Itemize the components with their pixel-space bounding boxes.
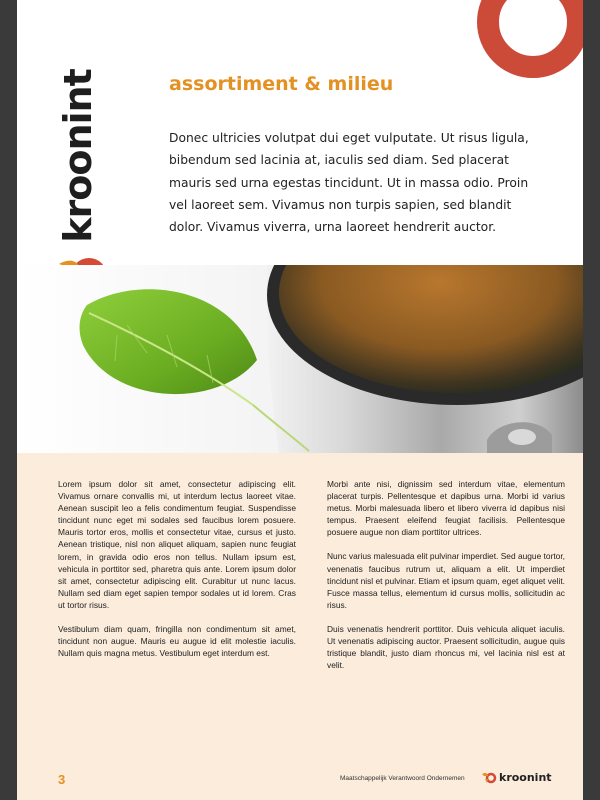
body-column-right	[327, 478, 565, 683]
body-paragraph: Duis venenatis hendrerit porttitor. Duis vehicula aliquet iaculis. Ut venenatis adipiscing auctor. Praesent sollicitudin, augue quis tristique blandit, justo diam rhoncus mi, vel lacinia nisl est at velit.	[327, 623, 565, 671]
page-number: 3	[58, 772, 66, 787]
footer-logo-text: kroonint	[499, 771, 552, 784]
page-title: assortiment & milieu	[169, 73, 394, 95]
decorative-ring	[477, 0, 583, 78]
hero-photo	[17, 265, 583, 453]
cooking-pot-icon	[267, 265, 584, 453]
intro-paragraph: Donec ultricies volutpat dui eget vulputate. Ut risus ligula, bibendum sed lacinia at, iaculis sed diam. Sed placerat mauris sed urna egestas tincidunt. Ut in massa odio. Proin vel laoreet sem. Vivamus non turpis sapien, sed blandit dolor. Vivamus viverra, urna laoreet hendrerit auctor.	[169, 131, 529, 235]
brochure-page	[17, 0, 583, 800]
body-column-left	[58, 478, 296, 671]
footer-logo	[481, 770, 573, 786]
body-paragraph: Morbi ante nisi, dignissim sed interdum vitae, elementum placerat turpis. Pellentesque et dapibus urna. Morbi id varius metus. Morbi malesuada libero et libero viverra id dapibus nisi tempus. Praesent eleifend feugiat facilisis. Pellentesque posuere augue non diam porttitor ultrices.	[327, 479, 565, 538]
body-paragraph: Vestibulum diam quam, fringilla non condimentum sit amet, tincidunt non augue. Mauris eu augue id elit molestie iaculis. Nullam quis magna metus. Vestibulum eget interdum est.	[58, 624, 296, 659]
body-paragraph: Nunc varius malesuada elit pulvinar imperdiet. Sed augue tortor, venenatis faucibus rutrum ut, aliquam a elit. Ut imperdiet tincidunt nisl et pulvinar. Etiam et ipsum quam, eget aliquet velit. Fusce massa tellus, elementum id cursus mollis, sollicitudin ac risus.	[327, 551, 565, 610]
brand-mark-icon	[481, 770, 497, 786]
footer-section-label: Maatschappelijk Verantwoord Ondernemen	[340, 775, 465, 782]
brand-wordmark: kroonint	[56, 69, 100, 243]
body-paragraph: Lorem ipsum dolor sit amet, consectetur adipiscing elit. Vivamus ornare convallis mi, ut interdum lectus laoreet vitae. Aenean suscipit leo a felis condimentum feugiat. Suspendisse tincidunt nunc eget mi sodales sed faucibus lorem posuere. Mauris tortor eros, mollis et consectetur vitae, cursus et justo. Aenean tristique, nisl non aliquet aliquam, sapien nunc feugiat lorem, in gravida odio eros non tellus. Nullam ipsum est, vehicula in porttitor sed, pharetra quis ante. Lorem ipsum dolor sit amet, consectetur adipiscing elit. Curabitur ut nunc lacus. Nullam sed diam eget sapien tempor sodales ut id lorem. Cras ut tortor risus.	[58, 479, 296, 610]
